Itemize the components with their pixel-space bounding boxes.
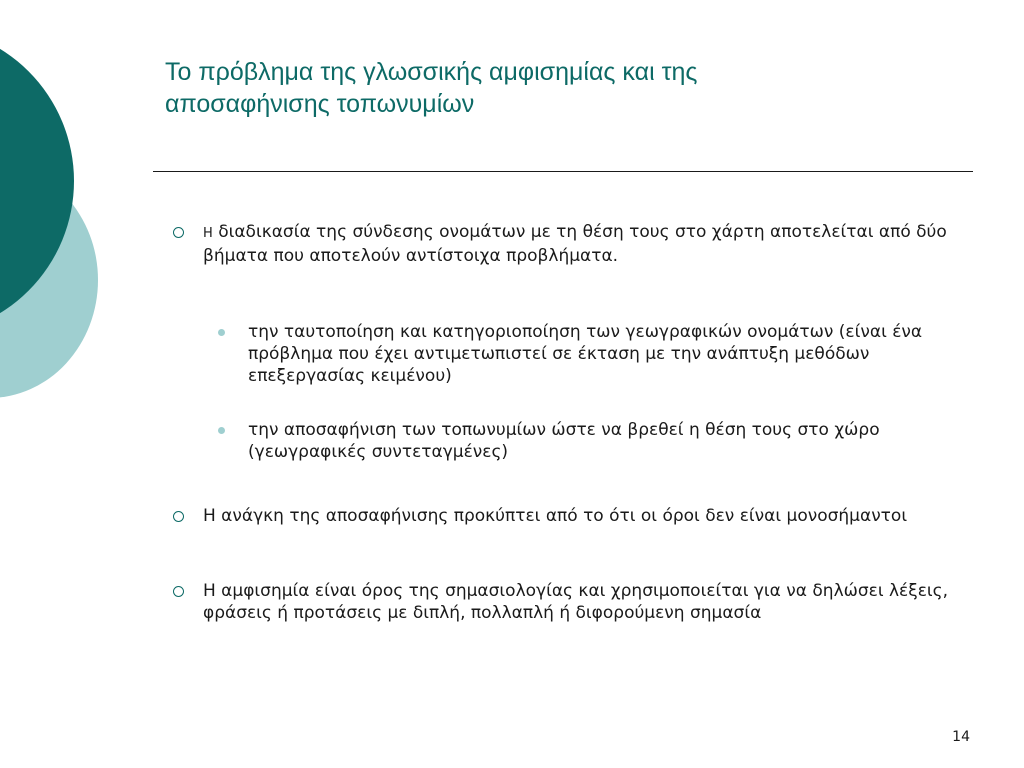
bullet-text-body: διαδικασία της σύνδεσης ονομάτων με τη θέση τους στο χάρτη αποτελείται από δύο βήματα που αποτελούν αντίστοιχα προβλήματα. — [203, 222, 947, 266]
sub-bullet-item — [248, 419, 938, 463]
bullet-item — [203, 221, 963, 267]
bullet-item — [203, 580, 963, 624]
page-number: 14 — [952, 729, 970, 745]
hollow-circle-bullet-icon — [173, 511, 184, 522]
bullet-text — [203, 221, 963, 267]
bullet-first-char: Η — [203, 226, 213, 241]
dot-bullet-icon — [218, 427, 225, 434]
sub-bullet-item — [248, 321, 938, 387]
bullet-text: Η αμφισημία είναι όρος της σημασιολογίας και χρησιμοποιείται για να δηλώσει λέξεις, φράσεις ή προτάσεις με διπλή, πολλαπλή ή διφορούμενη σημασία — [203, 581, 949, 623]
sub-bullet-text: την ταυτοποίηση και κατηγοριοποίηση των γεωγραφικών ονομάτων (είναι ένα πρόβλημα που έχει αντιμετωπιστεί σε έκταση με την ανάπτυξη μεθόδων επεξεργασίας κειμένου) — [248, 322, 923, 386]
bullet-text: Η ανάγκη της αποσαφήνισης προκύπτει από το ότι οι όροι δεν είναι μονοσήμαντοι — [203, 506, 908, 526]
slide-title-line-2: αποσαφήνισης τοπωνυμίων — [165, 90, 475, 118]
hollow-circle-bullet-icon — [173, 586, 184, 597]
bullet-item — [203, 505, 963, 527]
sub-bullet-text: την αποσαφήνιση των τοπωνυμίων ώστε να βρεθεί η θέση τους στο χώρο (γεωγραφικές συντεταγμένες) — [248, 420, 880, 462]
hollow-circle-bullet-icon — [173, 227, 184, 238]
dot-bullet-icon — [218, 329, 225, 336]
slide-title-line-1: Το πρόβλημα της γλωσσικής αμφισημίας και της — [165, 58, 698, 86]
